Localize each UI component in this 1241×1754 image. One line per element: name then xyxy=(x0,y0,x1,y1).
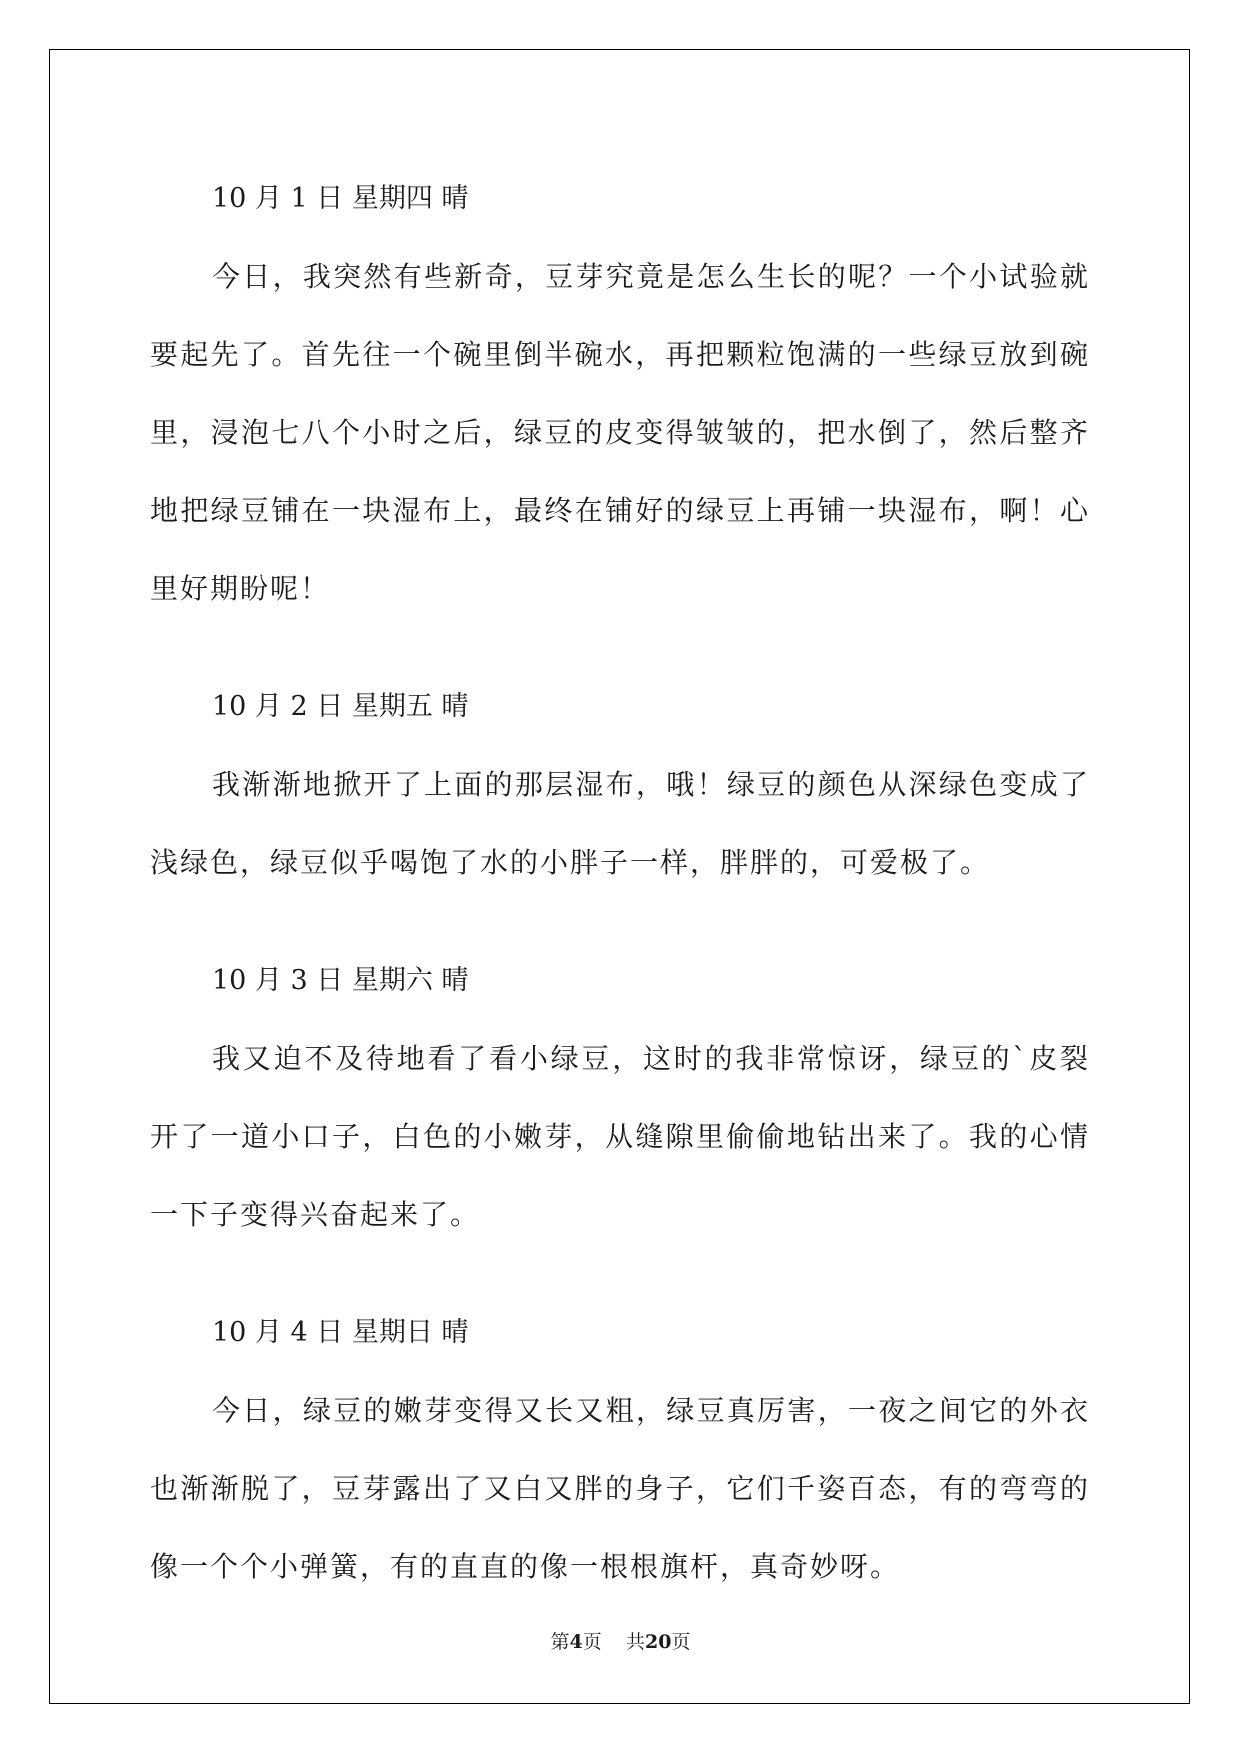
total-pages: 20 xyxy=(644,1631,672,1653)
total-suffix: 页 xyxy=(671,1631,691,1653)
entry-date: 10 月 2 日 星期五 晴 xyxy=(212,691,469,722)
page-prefix: 第 xyxy=(550,1631,570,1653)
entry-paragraph: 今日，绿豆的嫩芽变得又长又粗，绿豆真厉害，一夜之间它的外衣也渐渐脱了，豆芽露出了又白又胖的身子，它们千姿百态，有的弯弯的像一个个小弹簧，有的直直的像一根根旗杆，真奇妙呀。 xyxy=(150,1394,1090,1583)
total-prefix: 共 xyxy=(625,1631,645,1653)
document-body xyxy=(150,160,1090,1646)
entry-paragraph: 我渐渐地掀开了上面的那层湿布，哦！绿豆的颜色从深绿色变成了浅绿色，绿豆似乎喝饱了水的小胖子一样，胖胖的，可爱极了。 xyxy=(150,768,1090,879)
page-footer xyxy=(0,1630,1241,1654)
entry-paragraph: 今日，我突然有些新奇，豆芽究竟是怎么生长的呢？一个小试验就要起先了。首先往一个碗里倒半碗水，再把颗粒饱满的一些绿豆放到碗里，浸泡七八个小时之后，绿豆的皮变得皱皱的，把水倒了，然后整齐地把绿豆铺在一块湿布上，最终在铺好的绿豆上再铺一块湿布，啊！心里好期盼呢！ xyxy=(150,260,1090,605)
entry-paragraph: 我又迫不及待地看了看小绿豆，这时的我非常惊讶，绿豆的`皮裂开了一道小口子，白色的小嫩芽，从缝隙里偷偷地钻出来了。我的心情一下子变得兴奋起来了。 xyxy=(150,1042,1090,1231)
entry-date: 10 月 3 日 星期六 晴 xyxy=(212,965,469,996)
page-suffix: 页 xyxy=(582,1631,602,1653)
entry-date: 10 月 1 日 星期四 晴 xyxy=(212,183,469,214)
entry-date: 10 月 4 日 星期日 晴 xyxy=(212,1317,469,1348)
page-number: 4 xyxy=(569,1631,583,1653)
